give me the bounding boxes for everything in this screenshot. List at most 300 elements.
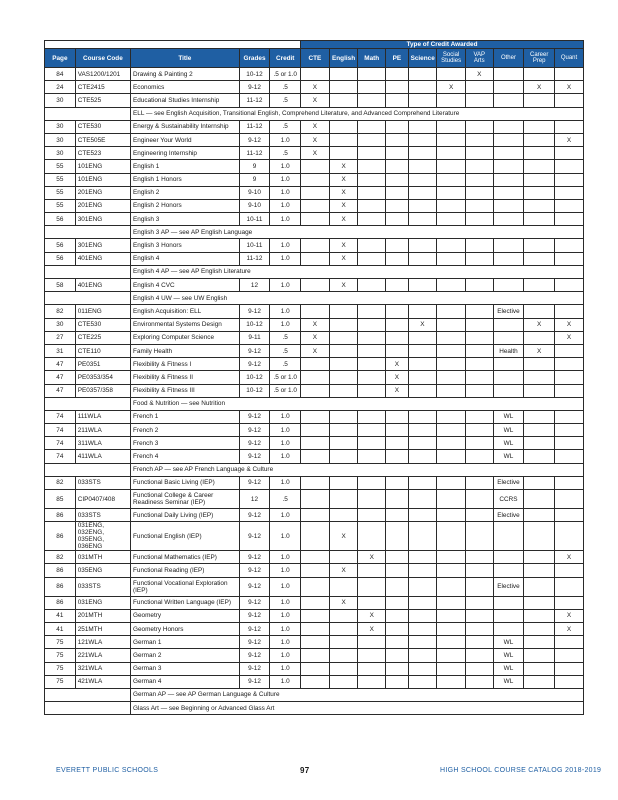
credit-mark-vap-arts xyxy=(465,199,493,212)
credit-mark-vap-arts xyxy=(465,662,493,675)
credit-mark-other xyxy=(493,160,524,173)
empty-cell xyxy=(45,688,131,701)
credit-mark-math xyxy=(358,509,386,522)
course-row xyxy=(45,173,584,186)
credit-mark-vap-arts xyxy=(465,318,493,331)
course-code-cell: 301ENG xyxy=(75,213,130,226)
course-row xyxy=(45,199,584,212)
page-cell: 74 xyxy=(45,437,76,450)
credit-mark-other: Elective xyxy=(493,476,524,489)
credit-mark-social-studies xyxy=(437,94,466,107)
course-title-cell: Flexibility & Fitness III xyxy=(131,384,240,397)
credit-mark-career-prep xyxy=(524,649,555,662)
course-row xyxy=(45,133,584,146)
credit-cell: 1.0 xyxy=(270,649,301,662)
credit-mark-math xyxy=(358,384,386,397)
credit-mark-math xyxy=(358,331,386,344)
course-code-cell: 201ENG xyxy=(75,186,130,199)
credit-cell: 1.0 xyxy=(270,199,301,212)
credit-mark-vap-arts xyxy=(465,622,493,635)
course-code-cell: 421WLA xyxy=(75,675,130,688)
credit-mark-cte: X xyxy=(301,344,330,357)
credit-mark-english: X xyxy=(329,173,358,186)
course-row xyxy=(45,344,584,357)
credit-mark-career-prep xyxy=(524,305,555,318)
credit-mark-pe xyxy=(386,649,409,662)
credit-mark-math xyxy=(358,81,386,94)
course-title-cell: Drawing & Painting 2 xyxy=(131,68,240,81)
credit-cell: 1.0 xyxy=(270,509,301,522)
credit-mark-pe xyxy=(386,596,409,609)
course-row xyxy=(45,522,584,551)
course-title-cell: Energy & Sustainability Internship xyxy=(131,120,240,133)
page-cell: 82 xyxy=(45,305,76,318)
course-title-cell: German 2 xyxy=(131,649,240,662)
credit-mark-math xyxy=(358,564,386,577)
credit-mark-science xyxy=(408,564,437,577)
credit-mark-quant: X xyxy=(555,81,584,94)
course-credit-table xyxy=(44,40,584,715)
credit-mark-career-prep xyxy=(524,522,555,551)
credit-mark-quant xyxy=(555,424,584,437)
credit-mark-science xyxy=(408,173,437,186)
course-title-cell: Functional Written Language (IEP) xyxy=(131,596,240,609)
course-code-cell: 033STS xyxy=(75,509,130,522)
credit-mark-pe xyxy=(386,199,409,212)
credit-mark-quant: X xyxy=(555,622,584,635)
credit-mark-math xyxy=(358,305,386,318)
page-cell: 41 xyxy=(45,609,76,622)
page-cell: 30 xyxy=(45,133,76,146)
credit-mark-math xyxy=(358,476,386,489)
grades-cell: 9-12 xyxy=(239,649,270,662)
course-code-cell: 211WLA xyxy=(75,424,130,437)
credit-mark-science xyxy=(408,239,437,252)
credit-mark-science xyxy=(408,636,437,649)
course-code-cell: CTE530 xyxy=(75,120,130,133)
course-row xyxy=(45,596,584,609)
credit-mark-social-studies xyxy=(437,622,466,635)
credit-mark-quant xyxy=(555,490,584,509)
credit-mark-math xyxy=(358,675,386,688)
course-code-cell: CIP0407/408 xyxy=(75,490,130,509)
credit-mark-other: WL xyxy=(493,636,524,649)
credit-mark-cte xyxy=(301,252,330,265)
credit-mark-science xyxy=(408,344,437,357)
credit-mark-math xyxy=(358,344,386,357)
credit-mark-other xyxy=(493,622,524,635)
credit-mark-other xyxy=(493,318,524,331)
credit-mark-career-prep: X xyxy=(524,344,555,357)
course-code-cell: CTE505E xyxy=(75,133,130,146)
credit-mark-other xyxy=(493,81,524,94)
credit-cell: 1.0 xyxy=(270,318,301,331)
credit-mark-vap-arts xyxy=(465,509,493,522)
credit-mark-english: X xyxy=(329,252,358,265)
credit-mark-vap-arts xyxy=(465,450,493,463)
page-cell: 55 xyxy=(45,173,76,186)
column-header-social-studies: Social Studies xyxy=(437,49,466,68)
credit-mark-cte xyxy=(301,239,330,252)
course-title-cell: French 3 xyxy=(131,437,240,450)
course-row xyxy=(45,564,584,577)
credit-mark-vap-arts xyxy=(465,120,493,133)
credit-mark-science xyxy=(408,577,437,596)
course-title-cell: Economics xyxy=(131,81,240,94)
grades-cell: 9-12 xyxy=(239,551,270,564)
credit-mark-cte xyxy=(301,437,330,450)
credit-mark-social-studies xyxy=(437,120,466,133)
credit-cell: 1.0 xyxy=(270,450,301,463)
credit-mark-math xyxy=(358,437,386,450)
course-title-cell: Functional Vocational Exploration (IEP) xyxy=(131,577,240,596)
credit-mark-social-studies xyxy=(437,252,466,265)
credit-mark-science xyxy=(408,68,437,81)
credit-mark-science xyxy=(408,609,437,622)
credit-cell: 1.0 xyxy=(270,522,301,551)
credit-mark-english xyxy=(329,476,358,489)
credit-cell: 1.0 xyxy=(270,662,301,675)
page-cell: 86 xyxy=(45,596,76,609)
credit-cell: 1.0 xyxy=(270,252,301,265)
see-also-note: French AP — see AP French Language & Culture xyxy=(131,463,584,476)
credit-mark-quant: X xyxy=(555,331,584,344)
course-row xyxy=(45,509,584,522)
credit-mark-english xyxy=(329,662,358,675)
credit-mark-social-studies xyxy=(437,318,466,331)
course-row xyxy=(45,371,584,384)
credit-cell: .5 xyxy=(270,331,301,344)
credit-mark-cte xyxy=(301,622,330,635)
credit-mark-career-prep xyxy=(524,410,555,423)
credit-mark-pe xyxy=(386,318,409,331)
column-header-cte: CTE xyxy=(301,49,330,68)
credit-mark-social-studies xyxy=(437,509,466,522)
credit-mark-pe xyxy=(386,476,409,489)
credit-mark-quant xyxy=(555,437,584,450)
credit-mark-cte xyxy=(301,384,330,397)
credit-mark-vap-arts xyxy=(465,384,493,397)
page-cell: 47 xyxy=(45,384,76,397)
credit-mark-vap-arts xyxy=(465,94,493,107)
credit-mark-pe xyxy=(386,68,409,81)
credit-mark-cte xyxy=(301,68,330,81)
credit-cell: 1.0 xyxy=(270,596,301,609)
credit-mark-quant: X xyxy=(555,609,584,622)
page-cell: 47 xyxy=(45,371,76,384)
column-header-row xyxy=(45,49,584,68)
grades-cell: 9-11 xyxy=(239,331,270,344)
credit-mark-quant xyxy=(555,636,584,649)
credit-mark-vap-arts xyxy=(465,279,493,292)
credit-mark-english xyxy=(329,384,358,397)
course-code-cell: 033STS xyxy=(75,577,130,596)
credit-mark-quant xyxy=(555,358,584,371)
credit-mark-pe xyxy=(386,133,409,146)
course-row xyxy=(45,358,584,371)
credit-mark-vap-arts xyxy=(465,147,493,160)
credit-mark-pe xyxy=(386,675,409,688)
credit-mark-pe xyxy=(386,279,409,292)
credit-cell: .5 xyxy=(270,358,301,371)
credit-mark-social-studies xyxy=(437,331,466,344)
credit-mark-social-studies xyxy=(437,344,466,357)
credit-mark-career-prep xyxy=(524,450,555,463)
see-also-row xyxy=(45,226,584,239)
course-row xyxy=(45,384,584,397)
credit-mark-vap-arts xyxy=(465,490,493,509)
credit-mark-social-studies xyxy=(437,133,466,146)
credit-mark-vap-arts xyxy=(465,173,493,186)
course-row xyxy=(45,450,584,463)
credit-mark-other: WL xyxy=(493,410,524,423)
grades-cell: 9-12 xyxy=(239,596,270,609)
credit-mark-pe xyxy=(386,410,409,423)
course-code-cell: 101ENG xyxy=(75,173,130,186)
course-row xyxy=(45,490,584,509)
page-cell: 82 xyxy=(45,551,76,564)
credit-mark-social-studies xyxy=(437,522,466,551)
course-row xyxy=(45,476,584,489)
page-cell: 55 xyxy=(45,199,76,212)
credit-mark-quant xyxy=(555,199,584,212)
course-code-cell: 201MTH xyxy=(75,609,130,622)
see-also-note: Glass Art — see Beginning or Advanced Glass Art xyxy=(131,702,584,715)
credit-mark-english: X xyxy=(329,239,358,252)
credit-mark-social-studies xyxy=(437,160,466,173)
credit-mark-quant xyxy=(555,596,584,609)
credit-mark-math xyxy=(358,662,386,675)
credit-mark-quant xyxy=(555,649,584,662)
credit-mark-math xyxy=(358,490,386,509)
course-code-cell: 311WLA xyxy=(75,437,130,450)
credit-mark-english xyxy=(329,133,358,146)
credit-mark-pe xyxy=(386,551,409,564)
credit-mark-vap-arts xyxy=(465,675,493,688)
credit-mark-quant xyxy=(555,68,584,81)
credit-mark-cte xyxy=(301,305,330,318)
course-title-cell: English 2 Honors xyxy=(131,199,240,212)
credit-cell: .5 xyxy=(270,120,301,133)
credit-mark-vap-arts xyxy=(465,305,493,318)
credit-mark-quant: X xyxy=(555,318,584,331)
credit-mark-vap-arts xyxy=(465,239,493,252)
course-code-cell: 301ENG xyxy=(75,239,130,252)
grades-cell: 9-12 xyxy=(239,509,270,522)
credit-mark-social-studies xyxy=(437,371,466,384)
column-header-science: Science xyxy=(408,49,437,68)
page-cell: 41 xyxy=(45,622,76,635)
credit-mark-science xyxy=(408,522,437,551)
credit-mark-english xyxy=(329,609,358,622)
course-code-cell: CTE530 xyxy=(75,318,130,331)
credit-mark-science xyxy=(408,410,437,423)
course-title-cell: English 3 xyxy=(131,213,240,226)
column-header-career-prep: Career Prep xyxy=(524,49,555,68)
course-row xyxy=(45,636,584,649)
course-code-cell: CTE110 xyxy=(75,344,130,357)
credit-mark-science xyxy=(408,94,437,107)
credit-mark-career-prep xyxy=(524,173,555,186)
credit-mark-pe xyxy=(386,344,409,357)
course-row xyxy=(45,81,584,94)
credit-mark-career-prep xyxy=(524,94,555,107)
credit-mark-science xyxy=(408,384,437,397)
course-code-cell: 401ENG xyxy=(75,252,130,265)
grades-cell: 10-12 xyxy=(239,384,270,397)
credit-mark-math xyxy=(358,450,386,463)
credit-cell: 1.0 xyxy=(270,173,301,186)
credit-mark-quant xyxy=(555,186,584,199)
empty-cell xyxy=(45,292,131,305)
course-code-cell: CTE225 xyxy=(75,331,130,344)
credit-mark-math xyxy=(358,522,386,551)
grades-cell: 9-12 xyxy=(239,662,270,675)
credit-mark-quant xyxy=(555,94,584,107)
credit-mark-pe xyxy=(386,437,409,450)
credit-mark-vap-arts xyxy=(465,133,493,146)
credit-mark-cte xyxy=(301,609,330,622)
credit-mark-pe xyxy=(386,331,409,344)
credit-mark-math xyxy=(358,186,386,199)
course-code-cell: PE0353/354 xyxy=(75,371,130,384)
credit-mark-science xyxy=(408,450,437,463)
credit-mark-science xyxy=(408,358,437,371)
credit-mark-quant xyxy=(555,675,584,688)
credit-mark-math xyxy=(358,239,386,252)
course-code-cell: PE0351 xyxy=(75,358,130,371)
empty-cell xyxy=(45,463,131,476)
credit-mark-social-studies xyxy=(437,173,466,186)
credit-mark-science xyxy=(408,81,437,94)
footer-district-name: EVERETT PUBLIC SCHOOLS xyxy=(56,767,159,774)
credit-mark-social-studies xyxy=(437,213,466,226)
course-code-cell: 101ENG xyxy=(75,160,130,173)
credit-mark-social-studies xyxy=(437,239,466,252)
grades-cell: 9-12 xyxy=(239,522,270,551)
credit-mark-other: WL xyxy=(493,437,524,450)
course-title-cell: Engineering Internship xyxy=(131,147,240,160)
credit-mark-english xyxy=(329,344,358,357)
credit-mark-other: WL xyxy=(493,675,524,688)
grades-cell: 10-12 xyxy=(239,318,270,331)
course-row xyxy=(45,577,584,596)
credit-mark-cte xyxy=(301,160,330,173)
course-code-cell: 221WLA xyxy=(75,649,130,662)
credit-mark-english xyxy=(329,551,358,564)
grades-cell: 11-12 xyxy=(239,252,270,265)
course-title-cell: Flexibility & Fitness II xyxy=(131,371,240,384)
credit-cell: 1.0 xyxy=(270,609,301,622)
course-code-cell: 031ENG xyxy=(75,596,130,609)
credit-mark-science xyxy=(408,199,437,212)
credit-mark-other xyxy=(493,68,524,81)
credit-mark-career-prep xyxy=(524,147,555,160)
course-title-cell: German 3 xyxy=(131,662,240,675)
credit-mark-quant xyxy=(555,344,584,357)
credit-mark-quant xyxy=(555,577,584,596)
credit-mark-science xyxy=(408,279,437,292)
course-row xyxy=(45,609,584,622)
credit-cell: .5 or 1.0 xyxy=(270,68,301,81)
credit-cell: 1.0 xyxy=(270,410,301,423)
credit-mark-english xyxy=(329,120,358,133)
credit-mark-career-prep xyxy=(524,596,555,609)
column-header-course-code: Course Code xyxy=(75,49,130,68)
credit-mark-quant xyxy=(555,410,584,423)
credit-mark-other: Elective xyxy=(493,305,524,318)
credit-mark-other xyxy=(493,522,524,551)
see-also-row xyxy=(45,265,584,278)
credit-mark-english xyxy=(329,410,358,423)
page-cell: 74 xyxy=(45,424,76,437)
credit-cell: 1.0 xyxy=(270,437,301,450)
credit-mark-science xyxy=(408,371,437,384)
credit-mark-english xyxy=(329,649,358,662)
credit-mark-quant xyxy=(555,662,584,675)
credit-mark-career-prep xyxy=(524,120,555,133)
course-title-cell: Functional Reading (IEP) xyxy=(131,564,240,577)
credit-mark-quant xyxy=(555,450,584,463)
credit-mark-other xyxy=(493,239,524,252)
credit-mark-math xyxy=(358,596,386,609)
credit-mark-math xyxy=(358,279,386,292)
credit-mark-vap-arts xyxy=(465,424,493,437)
credit-mark-social-studies xyxy=(437,147,466,160)
column-header-math: Math xyxy=(358,49,386,68)
see-also-row xyxy=(45,292,584,305)
page-cell: 74 xyxy=(45,450,76,463)
credit-mark-english xyxy=(329,94,358,107)
credit-mark-pe xyxy=(386,564,409,577)
course-title-cell: Geometry xyxy=(131,609,240,622)
credit-mark-social-studies xyxy=(437,410,466,423)
credit-mark-social-studies xyxy=(437,636,466,649)
grades-cell: 9-12 xyxy=(239,81,270,94)
page-cell: 82 xyxy=(45,476,76,489)
course-row xyxy=(45,675,584,688)
course-row xyxy=(45,252,584,265)
credit-mark-social-studies xyxy=(437,564,466,577)
see-also-row xyxy=(45,107,584,120)
course-title-cell: Engineer Your World xyxy=(131,133,240,146)
grades-cell: 10-11 xyxy=(239,213,270,226)
credit-mark-vap-arts xyxy=(465,186,493,199)
credit-mark-cte xyxy=(301,424,330,437)
credit-mark-cte: X xyxy=(301,120,330,133)
page-cell: 30 xyxy=(45,318,76,331)
credit-mark-pe xyxy=(386,173,409,186)
empty-cell xyxy=(45,226,131,239)
empty-cell xyxy=(45,397,131,410)
credit-mark-math xyxy=(358,252,386,265)
credit-mark-english: X xyxy=(329,279,358,292)
credit-mark-science xyxy=(408,424,437,437)
credit-mark-career-prep xyxy=(524,213,555,226)
credit-mark-math: X xyxy=(358,609,386,622)
credit-mark-english: X xyxy=(329,160,358,173)
credit-mark-other xyxy=(493,133,524,146)
credit-mark-science xyxy=(408,476,437,489)
grades-cell: 9-12 xyxy=(239,410,270,423)
page-cell: 86 xyxy=(45,564,76,577)
credit-mark-math xyxy=(358,94,386,107)
course-code-cell: 033STS xyxy=(75,476,130,489)
credit-mark-science xyxy=(408,133,437,146)
see-also-row xyxy=(45,702,584,715)
see-also-row xyxy=(45,463,584,476)
course-row xyxy=(45,424,584,437)
